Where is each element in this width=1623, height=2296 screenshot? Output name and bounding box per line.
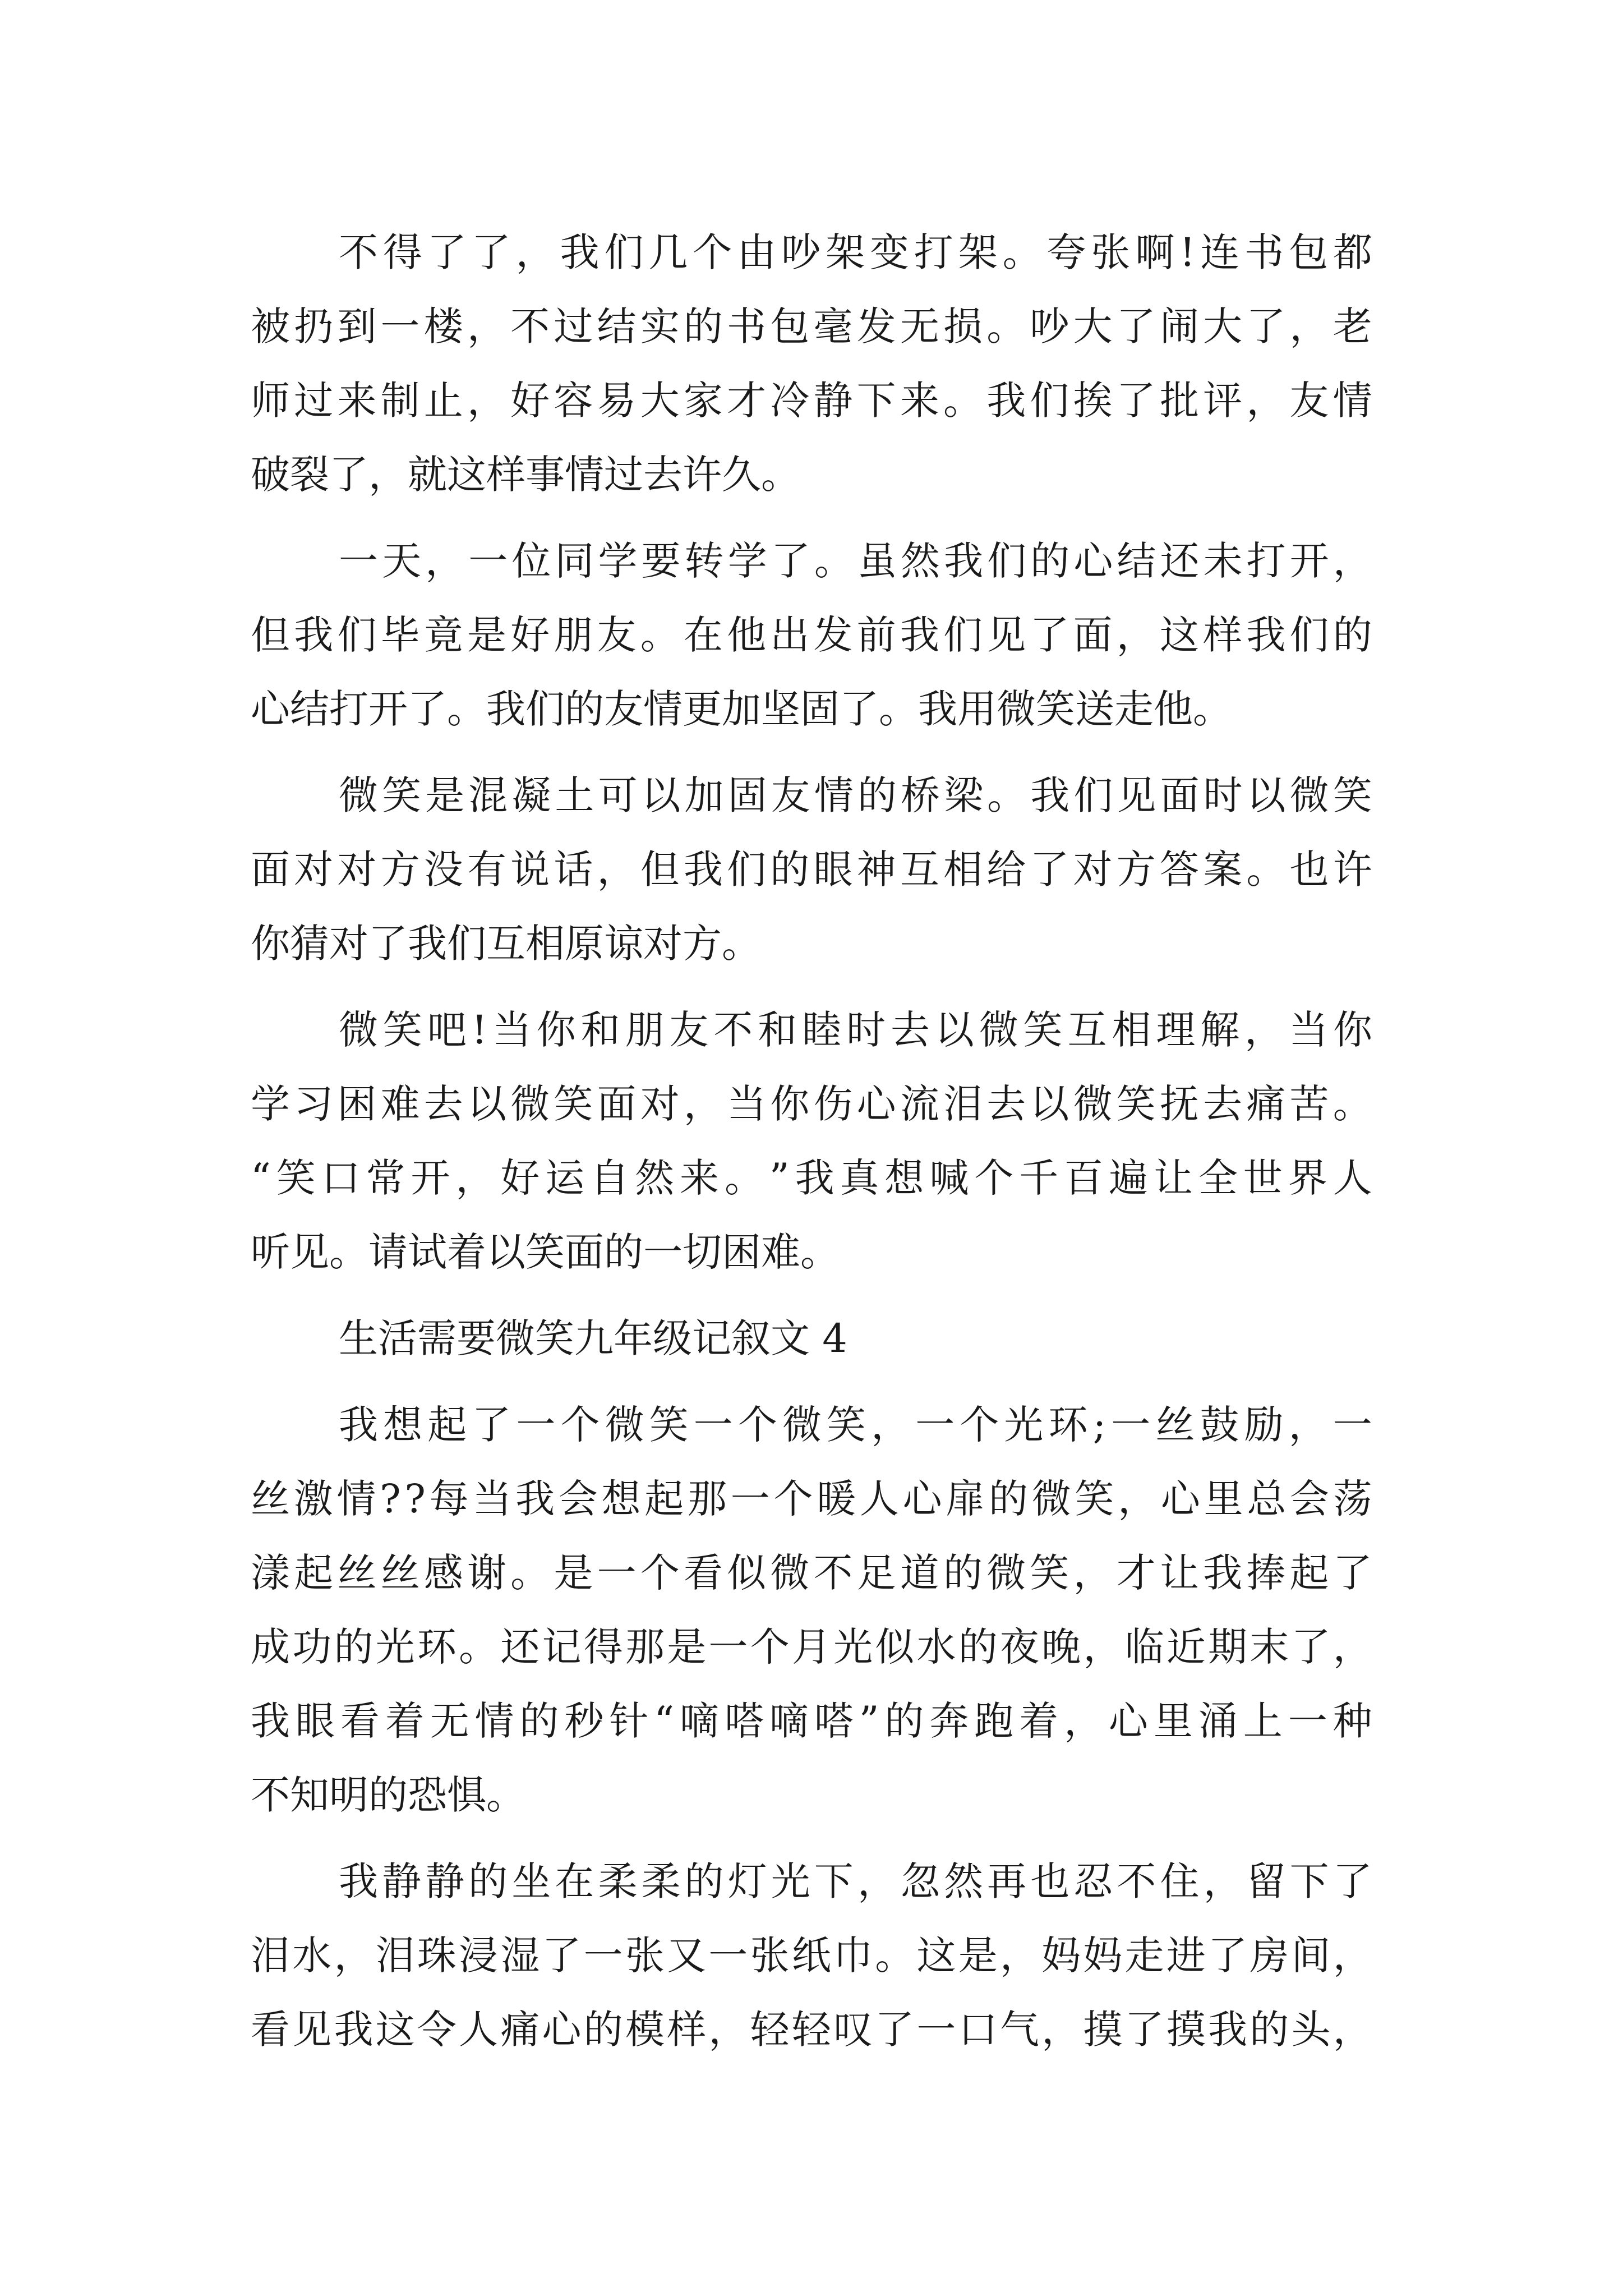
text-line: 我 想 起 了 一 个 微 笑 一 个 微 笑 ， 一 个 光 环 ; 一 丝 鼓 励 ， 一: [339, 1402, 1372, 1448]
text-line: 漾 起 丝 丝 感 谢 。 是 一 个 看 似 微 不 足 道 的 微 笑 ， 才 让 我 捧 起 了: [251, 1550, 1372, 1596]
text-line: “ 笑 口 常 开 ， 好 运 自 然 来 。 ” 我 真 想 喊 个 千 百 遍 让 全 世 界 人: [251, 1155, 1372, 1201]
text-line: 听见。请试着以笑面的一切困难。: [251, 1229, 840, 1275]
text-line: 成 功 的 光 环 。 还 记 得 那 是 一 个 月 光 似 水 的 夜 晚 ， 临 近 期 末 了 ，: [251, 1624, 1372, 1670]
text-line: 你猜对了我们互相原谅对方。: [251, 921, 761, 967]
text-line: 微 笑 吧 ! 当 你 和 朋 友 不 和 睦 时 去 以 微 笑 互 相 理 解 ， 当 你: [339, 1007, 1372, 1053]
text-line: 丝 激 情 ? ? 每 当 我 会 想 起 那 一 个 暖 人 心 扉 的 微 笑 ， 心 里 总 会 荡: [251, 1476, 1372, 1522]
text-line: 一 天 ， 一 位 同 学 要 转 学 了 。 虽 然 我 们 的 心 结 还 未 打 开 ，: [339, 538, 1372, 584]
text-line: 被 扔 到 一 楼 ， 不 过 结 实 的 书 包 毫 发 无 损 。 吵 大 了 闹 大 了 ， 老: [251, 303, 1372, 349]
document-body: [251, 215, 1372, 2067]
text-line: 师 过 来 制 止 ， 好 容 易 大 家 才 冷 静 下 来 。 我 们 挨 了 批 评 ， 友 情: [251, 378, 1372, 424]
text-line: 微 笑 是 混 凝 土 可 以 加 固 友 情 的 桥 梁 。 我 们 见 面 时 以 微 笑: [339, 772, 1372, 818]
text-line: 不知明的恐惧。: [251, 1772, 525, 1818]
text-line: 我 眼 看 着 无 情 的 秒 针 “ 嘀 嗒 嘀 嗒 ” 的 奔 跑 着 ， 心 里 涌 上 一 种: [251, 1698, 1372, 1744]
text-line: 面 对 对 方 没 有 说 话 ， 但 我 们 的 眼 神 互 相 给 了 对 方 答 案 。 也 许: [251, 846, 1372, 892]
text-line: 看 见 我 这 令 人 痛 心 的 模 样 ， 轻 轻 叹 了 一 口 气 ， 摸 了 摸 我 的 头 ，: [251, 2007, 1372, 2053]
text-line: 泪 水 ， 泪 珠 浸 湿 了 一 张 又 一 张 纸 巾 。 这 是 ， 妈 妈 走 进 了 房 间 ，: [251, 1932, 1372, 1978]
text-line: 但 我 们 毕 竟 是 好 朋 友 。 在 他 出 发 前 我 们 见 了 面 ， 这 样 我 们 的: [251, 612, 1372, 658]
text-line: 心结打开了。我们的友情更加坚固了。我用微笑送走他。: [251, 686, 1232, 732]
text-line: 我 静 静 的 坐 在 柔 柔 的 灯 光 下 ， 忽 然 再 也 忍 不 住 ， 留 下 了: [339, 1858, 1372, 1904]
text-line: 不 得 了 了 ， 我 们 几 个 由 吵 架 变 打 架 。 夸 张 啊 ! 连 书 包 都: [339, 229, 1372, 275]
text-line: 破裂了，就这样事情过去许久。: [251, 452, 800, 498]
section-heading: 生活需要微笑九年级记叙文 4: [339, 1315, 847, 1361]
text-line: 学 习 困 难 去 以 微 笑 面 对 ， 当 你 伤 心 流 泪 去 以 微 笑 抚 去 痛 苦 。: [251, 1081, 1372, 1127]
